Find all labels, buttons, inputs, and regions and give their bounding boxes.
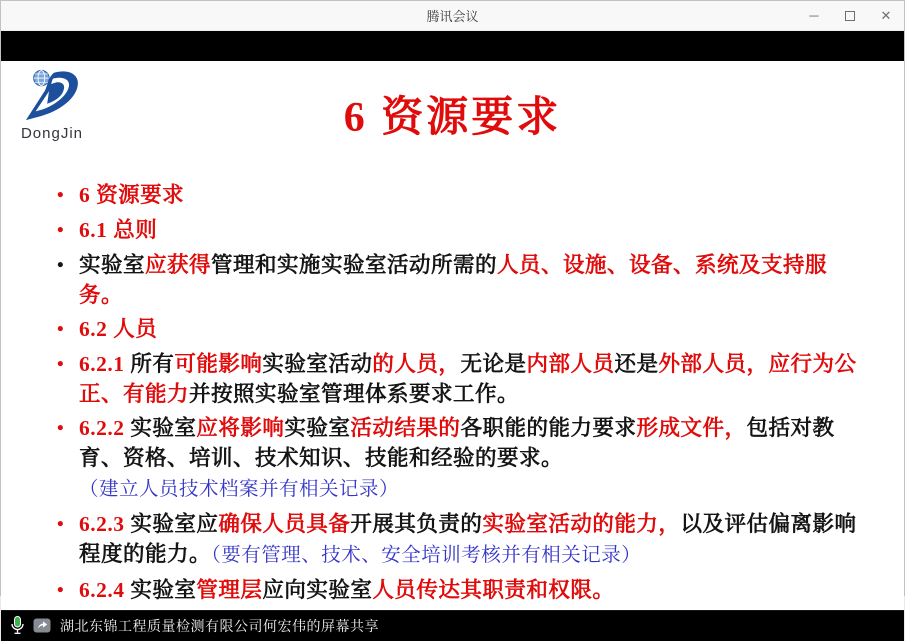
text-segment: 开展其负责的	[350, 511, 483, 536]
text-segment: 实验室应	[130, 511, 219, 536]
list-item	[57, 215, 870, 246]
text-segment: 6.2.4	[79, 577, 131, 602]
text-segment: 应向实验室	[262, 577, 373, 602]
list-item	[57, 575, 870, 606]
list-item	[57, 314, 870, 345]
text-segment: 内部人员	[526, 351, 615, 376]
text-segment: 管理层	[196, 577, 263, 602]
text-segment: 实验室活动的能力，	[482, 511, 681, 536]
slide-title: 6 资源要求	[343, 95, 562, 141]
text-segment: 应获得	[145, 252, 212, 277]
list-item	[57, 250, 870, 310]
list-item-text	[79, 180, 870, 211]
company-logo	[13, 67, 91, 142]
bullet-dot: •	[57, 353, 64, 375]
text-segment: 以及评估偏离影响程度的能力。	[79, 511, 857, 566]
text-segment: 形成文件，	[636, 415, 747, 440]
text-segment: 6.2.3	[79, 511, 131, 536]
text-segment: 确保人员具备	[218, 511, 351, 536]
text-segment: 外部人员，应行为公正、有能力	[79, 351, 857, 406]
text-segment: 各职能的能力要求	[460, 415, 637, 440]
maximize-button[interactable]	[840, 6, 860, 26]
text-segment: 活动结果的	[350, 415, 461, 440]
text-segment: 管理和实施实验室活动所需的	[211, 252, 498, 277]
text-segment: 人员传达其职责和权限。	[372, 577, 615, 602]
text-segment: 实验室	[284, 415, 351, 440]
list-item-text	[79, 575, 870, 606]
window-titlebar	[1, 1, 904, 31]
text-segment: 实验室	[130, 577, 197, 602]
text-segment: 包括对教育、资格、培训、技术知识、技能和经验的要求。	[79, 415, 835, 470]
text-segment: （要有管理、技术、安全培训考核并有相关记录）	[211, 544, 642, 566]
bullet-dot: •	[57, 579, 64, 601]
letterbox-band-top	[1, 31, 904, 61]
list-item	[57, 349, 870, 409]
shared-slide	[1, 61, 904, 610]
bullet-dot: •	[57, 417, 64, 439]
list-item-text	[79, 349, 870, 409]
text-segment: 实验室	[79, 252, 146, 277]
bullet-dot: •	[57, 184, 64, 206]
text-segment: （建立人员技术档案并有相关记录）	[79, 478, 400, 500]
screen-share-icon	[33, 618, 51, 633]
text-segment: 6.2 人员	[79, 316, 158, 341]
text-segment: 应将影响	[196, 415, 285, 440]
bullet-dot: •	[57, 513, 64, 535]
text-segment: 6 资源要求	[79, 182, 185, 207]
list-item-text	[79, 509, 870, 571]
dongjin-logo-icon	[21, 67, 83, 123]
text-segment: 还是	[614, 351, 659, 376]
minimize-button[interactable]: ─	[809, 8, 819, 23]
text-segment: 的人员，	[372, 351, 461, 376]
window-controls	[804, 1, 896, 30]
text-segment: 所有	[130, 351, 175, 376]
slide-bullet-list	[57, 180, 870, 606]
microphone-icon[interactable]	[11, 616, 24, 635]
list-item-text	[79, 250, 870, 310]
text-segment: 实验室活动	[262, 351, 373, 376]
list-item-text	[79, 215, 870, 246]
bullet-dot: •	[57, 219, 64, 241]
list-item	[57, 413, 870, 505]
text-segment: 6.2.1	[79, 351, 131, 376]
logo-wordmark: DongJin	[20, 125, 84, 142]
screen-share-bar	[1, 610, 904, 641]
bullet-dot: •	[57, 318, 64, 340]
close-button[interactable]: ✕	[880, 8, 892, 23]
text-segment: 可能影响	[174, 351, 263, 376]
list-item	[57, 509, 870, 571]
list-item-text	[79, 413, 870, 505]
maximize-icon	[845, 11, 855, 21]
text-segment: 6.1 总则	[79, 217, 158, 242]
window-title: 腾讯会议	[426, 9, 479, 24]
text-segment: 无论是	[460, 351, 527, 376]
text-segment: 6.2.2	[79, 415, 131, 440]
text-segment: 实验室	[130, 415, 197, 440]
text-segment: 人员、设施、设备、系统及支持服务。	[79, 252, 828, 307]
text-segment: 并按照实验室管理体系要求工作。	[189, 381, 520, 406]
bullet-dot: •	[57, 254, 64, 276]
list-item	[57, 180, 870, 211]
list-item-text	[79, 314, 870, 345]
share-status-text: 湖北东锦工程质量检测有限公司何宏伟的屏幕共享	[60, 617, 379, 634]
